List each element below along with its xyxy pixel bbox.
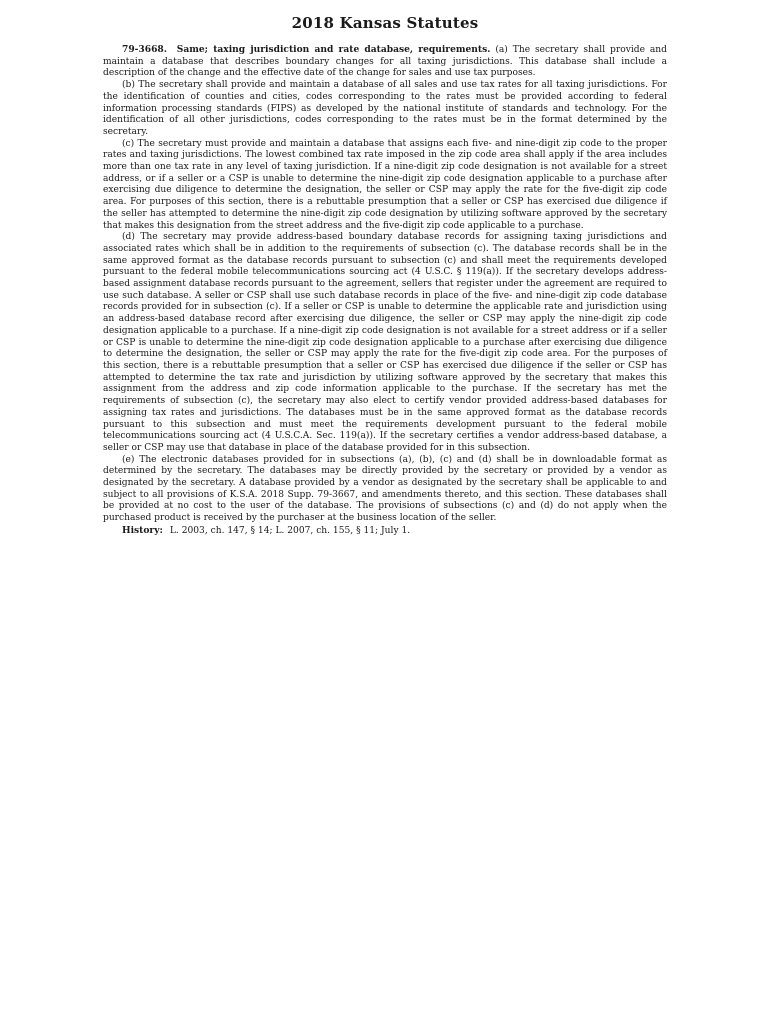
statute-page [103,14,667,538]
paragraph-d: (d) The secretary may provide address-based boundary database records for assigning taxing jurisdictions and associated rates which shall be in addition to the requirements of subsection (c). The database records shall be in the same approved format as the database records pursuant to subsection (c) and shall meet the requirements developed pursuant to the federal mobile telecommunications sourcing act (4 U.S.C. § 119(a)). If the secretary develops address-based assignment database records pursuant to the agreement, sellers that register under the agreement are required to use such database. A seller or CSP shall use such database records in place of the five- and nine-digit zip code database records provided for in subsection (c). If a seller or CSP is unable to determine the applicable rate and jurisdiction using an address-based database record after exercising due diligence, the seller or CSP may apply the nine-digit zip code designation applicable to a purchase. If a nine-digit zip code designation is not available for a street address or if a seller or CSP is unable to determine the nine-digit zip code designation applicable to a purchase after exercising due diligence to determine the designation, the seller or CSP may apply the rate for the five-digit zip code area. For the purposes of this section, there is a rebuttable presumption that a seller or CSP has exercised due diligence if the seller or CSP has attempted to determine the tax rate and jurisdiction by utilizing software approved by the secretary that makes this assignment from the address and zip code information applicable to the purchase. If the secretary has met the requirements of subsection (c), the secretary may also elect to certify vendor provided address-based databases for assigning tax rates and jurisdictions. The databases must be in the same approved format as the database records pursuant to this subsection and must meet the requirements development pursuant to the federal mobile telecommunications sourcing act (4 U.S.C.A. Sec. 119(a)). If the secretary certifies a vendor address-based database, a seller or CSP may use that database in place of the database provided for in this subsection. [103,232,667,453]
paragraph-b: (b) The secretary shall provide and maintain a database of all sales and use tax rates for all taxing jurisdictions. For the identification of counties and cities, codes corresponding to the rates must be provided according to federal information processing standards (FIPS) as developed by the national institute of standards and technology. For the identification of all other jurisdictions, codes corresponding to the rates must be in the format determined by the secretary. [103,80,667,137]
paragraph-c: (c) The secretary must provide and maintain a database that assigns each five- and nine-digit zip code to the proper rates and taxing jurisdictions. The lowest combined tax rate imposed in the zip code area shall apply if the area includes more than one tax rate in any level of taxing jurisdiction. If a nine-digit zip code designation is not available for a street address, or if a seller or a CSP is unable to determine the nine-digit zip code designation applicable to a purchase after exercising due diligence to determine the designation, the seller or CSP may apply the rate for the five-digit zip code area. For purposes of this section, there is a rebuttable presumption that a seller or CSP has exercised due diligence if the seller has attempted to determine the nine-digit zip code designation by utilizing software approved by the secretary that makes this designation from the street address and the five-digit zip code applicable to a purchase. [103,138,667,231]
page-title: 2018 Kansas Statutes [291,14,479,32]
section-number: 79-3668. [122,44,167,55]
history-text: L. 2003, ch. 147, § 14; L. 2007, ch. 155, § 11; July 1. [169,525,411,536]
history-label: History: [122,524,163,536]
paragraph-e: (e) The electronic databases provided for in subsections (a), (b), (c) and (d) shall be in downloadable format as determined by the secretary. The databases may be directly provided by the secretary or provided by a vendor as designated by the secretary. A database provided by a vendor as designated by the secretary shall be applicable to and subject to all provisions of K.S.A. 2018 Supp. 79-3667, and amendments thereto, and this section. These databases shall be provided at no cost to the user of the database. The provisions of subsections (c) and (d) do not apply when the purchased product is received by the purchaser at the business location of the seller. [103,454,667,524]
paragraph-a [103,44,667,80]
history-line [103,525,667,538]
section-title: Same; taxing jurisdiction and rate database, requirements. [176,44,491,55]
paragraph-a-text: (a) The secretary shall provide and maintain a database that describes boundary changes for all taxing jurisdictions. This database shall include a description of the change and the effective date of the change for sales and use tax purposes. [103,45,667,79]
statute-body [103,44,667,538]
